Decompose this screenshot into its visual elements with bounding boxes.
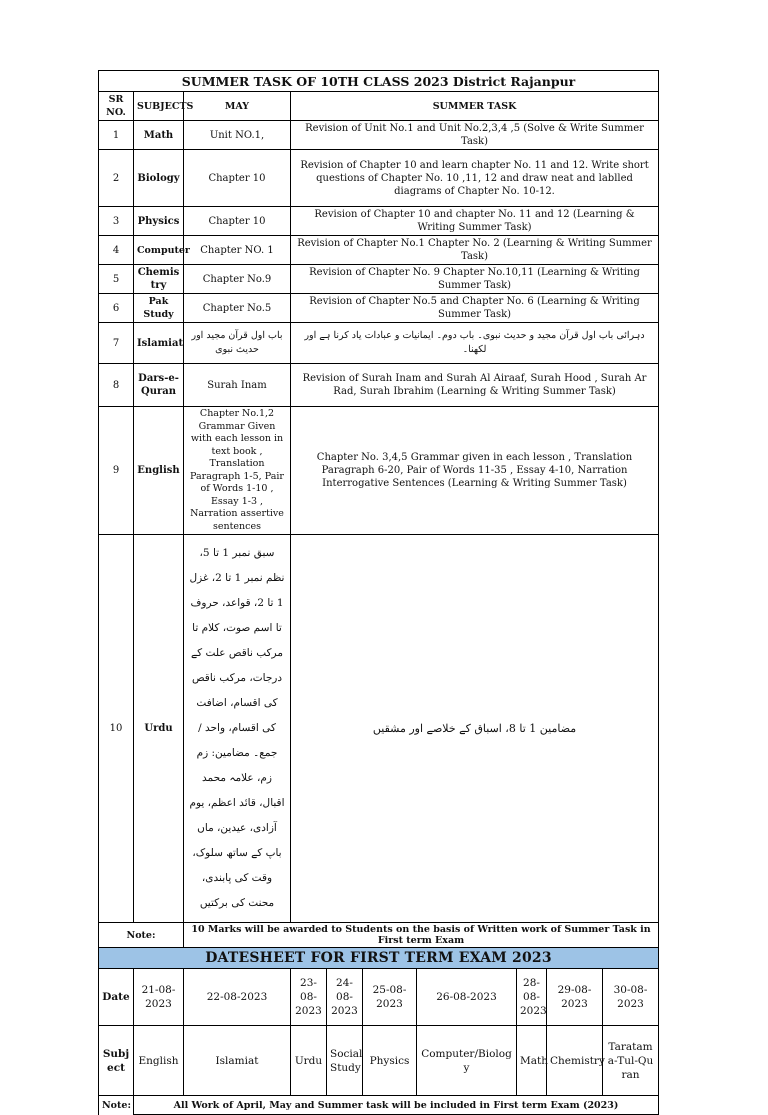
row-subject: Chemistry [134,265,184,294]
row-may: باب اول قرآن مجید اور حدیث نبوی [184,323,291,364]
exam-date: 23-08-2023 [291,969,327,1026]
exam-date: 29-08-2023 [547,969,603,1026]
row-may: Surah Inam [184,364,291,407]
summer-task-title-row [99,71,659,92]
row-subject: Islamiat [134,323,184,364]
exam-date: 25-08-2023 [363,969,417,1026]
table-row [99,364,659,407]
exam-date: 21-08-2023 [134,969,184,1026]
row-subject: Math [134,121,184,150]
row-subject: Computer [134,236,184,265]
header-summer-task: SUMMER TASK [291,92,659,121]
header-may: MAY [184,92,291,121]
row-task: Revision of Chapter No. 9 Chapter No.10,11 (Learning & Writing Summer Task) [291,265,659,294]
exam-subject: Physics [363,1026,417,1096]
summer-task-table [98,70,659,948]
row-may: Unit NO.1, [184,121,291,150]
row-subject: Pak Study [134,294,184,323]
table-row [99,150,659,207]
summer-task-note-row [99,923,659,948]
row-sr: 4 [99,236,134,265]
header-sr-no: SR NO. [99,92,134,121]
exam-date: 24-08-2023 [327,969,363,1026]
summer-task-note-label: Note: [99,923,184,948]
row-sr: 9 [99,407,134,535]
date-label: Date [99,969,134,1026]
row-may: Chapter No.5 [184,294,291,323]
row-subject: Dars-e-Quran [134,364,184,407]
row-task: Revision of Unit No.1 and Unit No.2,3,4 ,5 (Solve & Write Summer Task) [291,121,659,150]
table-row [99,294,659,323]
exam-subject: Urdu [291,1026,327,1096]
row-subject: Biology [134,150,184,207]
table-row [99,407,659,535]
row-subject: Physics [134,207,184,236]
exam-date: 22-08-2023 [184,969,291,1026]
row-task: مضامین 1 تا 8، اسباق کے خلاصے اور مشقیں [291,535,659,923]
row-task: Revision of Chapter 10 and learn chapter No. 11 and 12. Write short questions of Chapter No. 10 ,11, 12 and draw neat and lablled diagrams of Chapter No. 10-12. [291,150,659,207]
exam-date: 30-08-2023 [603,969,659,1026]
exam-subject: Computer/Biology [417,1026,517,1096]
row-may: Chapter No.9 [184,265,291,294]
table-row [99,535,659,923]
datesheet-note-text: All Work of April, May and Summer task will be included in First term Exam (2023) [134,1096,659,1115]
exam-subject: Chemistry [547,1026,603,1096]
summer-task-title: SUMMER TASK OF 10TH CLASS 2023 District Rajanpur [99,71,659,92]
table-row [99,236,659,265]
row-subject: English [134,407,184,535]
row-sr: 5 [99,265,134,294]
datesheet-date-row [99,969,659,1026]
row-task: Revision of Chapter No.5 and Chapter No. 6 (Learning & Writing Summer Task) [291,294,659,323]
summer-task-header-row [99,92,659,121]
table-row [99,265,659,294]
datesheet-title-row [99,948,659,969]
datesheet-table [98,947,659,1115]
datesheet-note-label: Note: [99,1096,134,1115]
exam-subject: Social Study [327,1026,363,1096]
exam-subject: Islamiat [184,1026,291,1096]
row-task: Revision of Chapter No.1 Chapter No. 2 (Learning & Writing Summer Task) [291,236,659,265]
row-sr: 3 [99,207,134,236]
row-task: Revision of Chapter 10 and chapter No. 11 and 12 (Learning & Writing Summer Task) [291,207,659,236]
datesheet-title: DATESHEET FOR FIRST TERM EXAM 2023 [99,948,659,969]
exam-subject: Math [517,1026,547,1096]
header-subjects: SUBJECTS [134,92,184,121]
row-sr: 10 [99,535,134,923]
row-may: Chapter 10 [184,150,291,207]
datesheet-subject-row [99,1026,659,1096]
row-task: Revision of Surah Inam and Surah Al Airaaf, Surah Hood , Surah Ar Rad, Surah Ibrahim (Learning & Writing Summer Task) [291,364,659,407]
row-may: Chapter No.1,2 Grammar Given with each lesson in text book , Translation Paragraph 1-5, Pair of Words 1-10 , Essay 1-3 , Narration assertive sentences [184,407,291,535]
subject-label: Subject [99,1026,134,1096]
document-sheet [98,70,658,1115]
summer-task-note-text: 10 Marks will be awarded to Students on the basis of Written work of Summer Task in First term Exam [184,923,659,948]
exam-date: 26-08-2023 [417,969,517,1026]
row-task: دہرائی باب اول قرآن مجید و حدیث نبوی۔ باب دوم۔ ایمانیات و عبادات یاد کرنا ہے اور لکھنا۔ [291,323,659,364]
row-sr: 8 [99,364,134,407]
table-row [99,207,659,236]
row-may: Chapter 10 [184,207,291,236]
row-may: سبق نمبر 1 تا 5، نظم نمبر 1 تا 2، غزل 1 تا 2، قواعد، حروف تا اسم صوت، کلام تا مرکب ناقص علت کے درجات، مرکب ناقص کی اقسام، اضافت کی اقسام، واحد / جمع۔ مضامین: زم زم، علامہ محمد اقبال، قائد اعظم، یوم آزادی، عیدین، ماں باپ کے ساتھ سلوک، وقت کی پابندی، محنت کی برکتیں [184,535,291,923]
row-may: Chapter NO. 1 [184,236,291,265]
table-row [99,121,659,150]
row-sr: 2 [99,150,134,207]
row-task: Chapter No. 3,4,5 Grammar given in each lesson , Translation Paragraph 6-20, Pair of Words 11-35 , Essay 4-10, Narration Interrogative Sentences (Learning & Writing Summer Task) [291,407,659,535]
exam-date: 28-08-2023 [517,969,547,1026]
table-row [99,323,659,364]
exam-subject: Taratama-Tul-Quran [603,1026,659,1096]
row-subject: Urdu [134,535,184,923]
exam-subject: English [134,1026,184,1096]
row-sr: 6 [99,294,134,323]
row-sr: 1 [99,121,134,150]
row-sr: 7 [99,323,134,364]
datesheet-note-row [99,1096,659,1115]
